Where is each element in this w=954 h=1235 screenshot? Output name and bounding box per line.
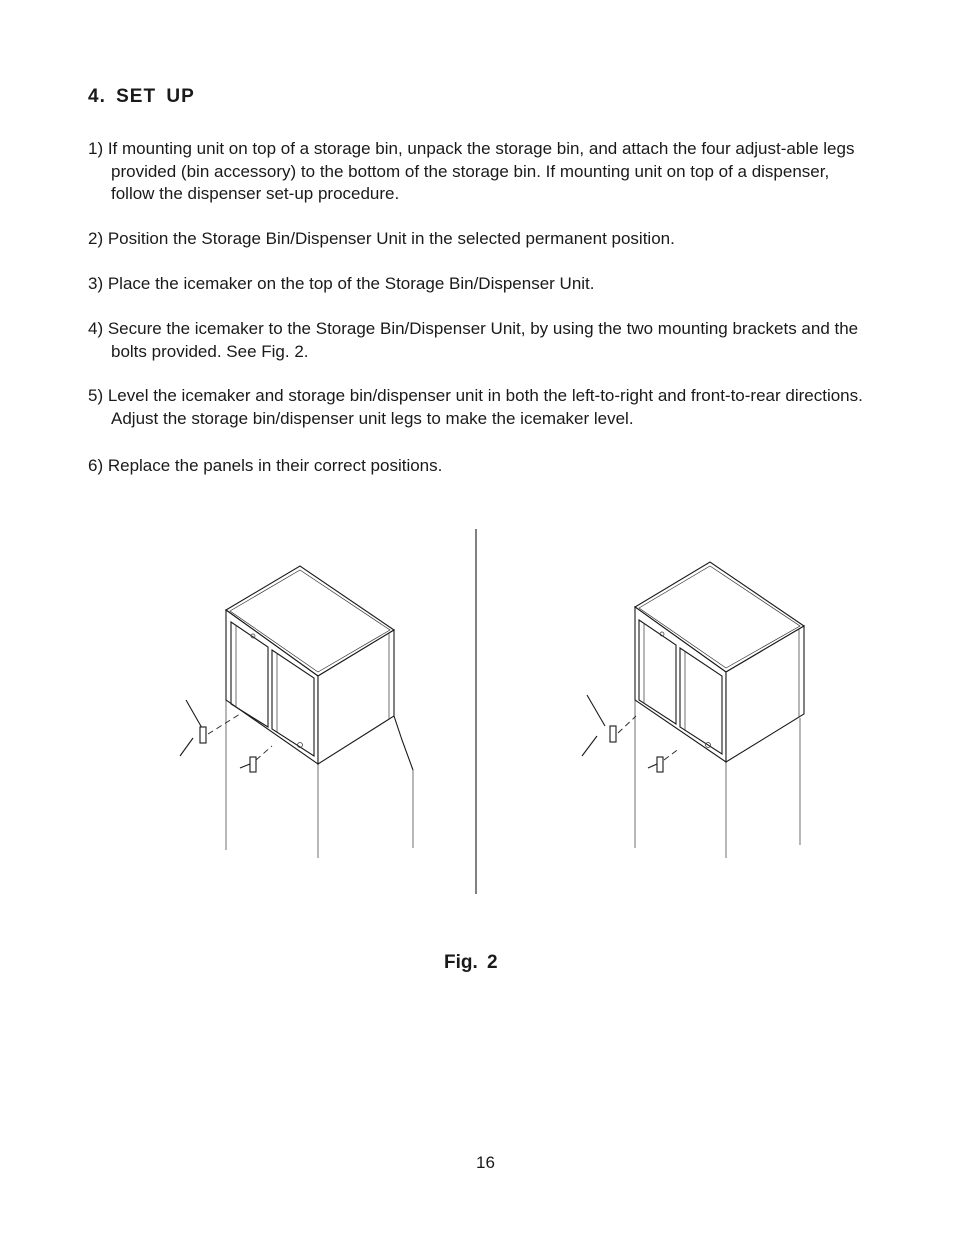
section-heading: 4. SET UP	[88, 86, 195, 107]
step-1: 1) If mounting unit on top of a storage bin, unpack the storage bin, and attach the four adjust-able legs provided (bin accessory) to the bottom of the storage bin. If mounting unit on top of a dispenser, follow the dispenser set-up procedure.	[88, 139, 855, 203]
step-3: 3) Place the icemaker on the top of the Storage Bin/Dispenser Unit.	[88, 274, 595, 293]
step-6: 6) Replace the panels in their correct positions.	[88, 456, 443, 475]
figure-caption: Fig. 2	[444, 952, 498, 973]
page-number: 16	[476, 1153, 495, 1172]
step-5: 5) Level the icemaker and storage bin/dispenser unit in both the left-to-right and front-to-rear directions. Adjust the storage bin/dispenser unit legs to make the icemaker level.	[88, 386, 863, 428]
step-4: 4) Secure the icemaker to the Storage Bin/Dispenser Unit, by using the two mounting brackets and the bolts provided. See Fig. 2.	[88, 319, 859, 361]
icemaker-on-bin-left	[180, 566, 413, 858]
step-2: 2) Position the Storage Bin/Dispenser Unit in the selected permanent position.	[88, 229, 675, 248]
icemaker-on-dispenser-right	[582, 562, 804, 858]
